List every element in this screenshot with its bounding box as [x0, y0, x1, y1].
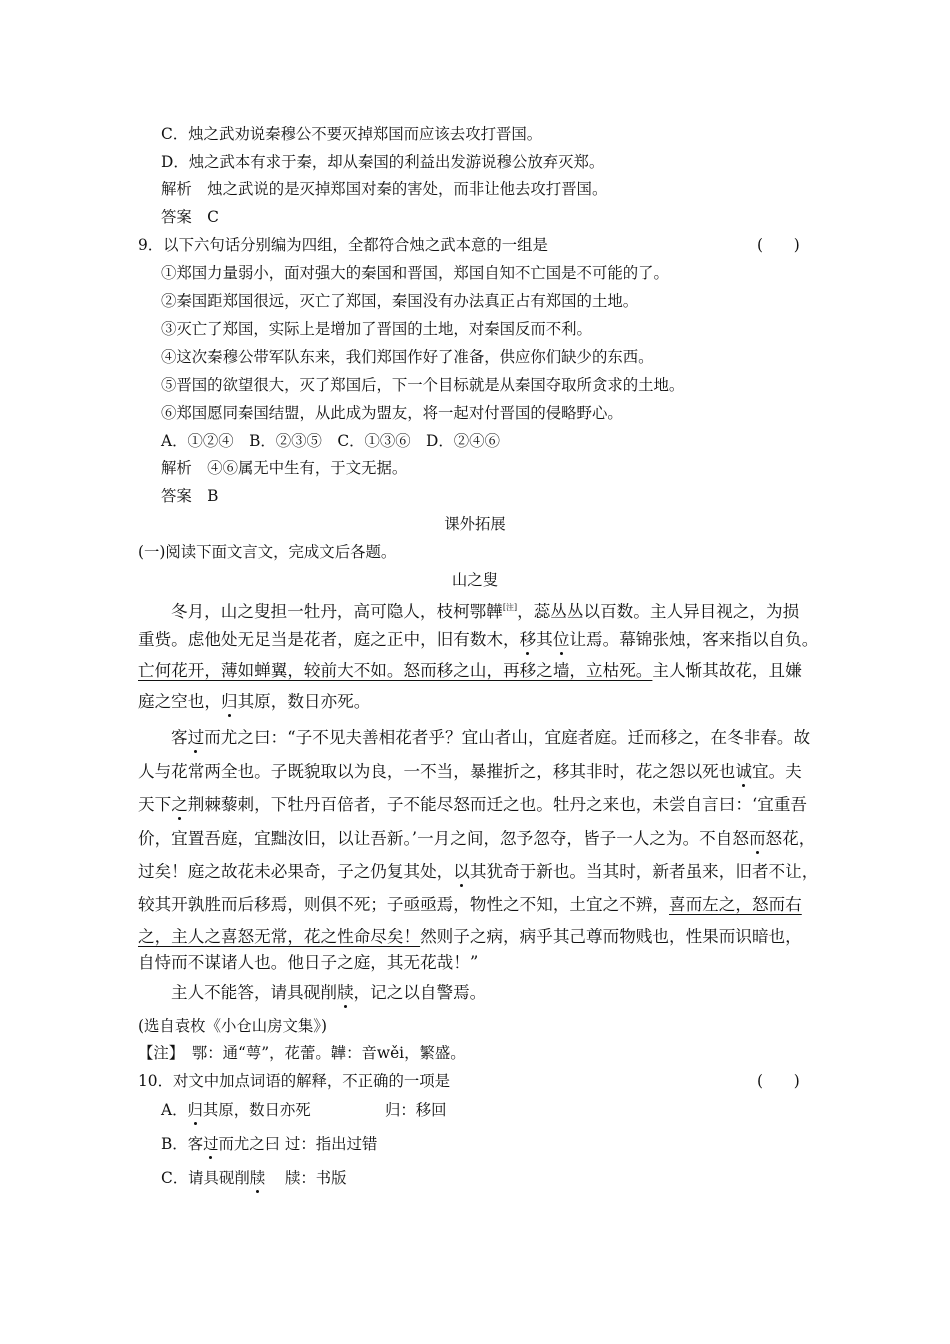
passage-p2-line-1: 客过而尤之曰：“子不见夫善相花者乎？宜山者山，宜庭者庭。迁而移之，在冬非春。故: [171, 728, 811, 747]
q9-options: A．①②④ B．②③⑤ C．①③⑥ D．②④⑥: [161, 432, 500, 450]
q8-analysis: 解析 烛之武说的是灭掉郑国对秦的害处，而非让他去攻打晋国。: [161, 180, 608, 198]
q10-option-b-gloss: 过：指出过错: [285, 1135, 378, 1153]
footnote-marker: [注]: [502, 603, 518, 612]
underlined-sentence: 亡何花开，薄如蝉翼，较前大不如。怒而移之山，再移之墙，立枯死。: [138, 661, 653, 680]
passage-p1-line-1: 冬月，山之叟担一牡丹，高可隐人，枝柯鄂韡[注]，蕊丛丛以百数。主人异目视之，为损: [171, 602, 800, 621]
passage-p1-line-2: 重赀。虑他处无足当是花者，庭之正中，旧有数木，移其位让焉。幕锦张烛，客来指以自负。: [138, 630, 819, 649]
q9-item-1: ①郑国力量弱小，面对强大的秦国和晋国，郑国自知不亡国是不可能的了。: [161, 264, 669, 282]
passage-p1-line-3: 亡何花开，薄如蝉翼，较前大不如。怒而移之山，再移之墙，立枯死。主人惭其故花，且嫌: [138, 661, 802, 680]
q10-option-c-gloss: 牍：书版: [285, 1169, 347, 1187]
passage-p1-line-4: 庭之空也，归其原，数日亦死。: [138, 692, 371, 711]
q9-item-6: ⑥郑国愿同秦国结盟，从此成为盟友，将一起对付晋国的侵略野心。: [161, 404, 623, 422]
q9-item-4: ④这次秦穆公带军队东来，我们郑国作好了准备，供应你们缺少的东西。: [161, 348, 654, 366]
passage-footnote: 【注】 鄂：通“萼”，花蕾。韡：音wěi，繁盛。: [138, 1044, 466, 1062]
q10-stem: 10．对文中加点词语的解释，不正确的一项是: [138, 1072, 451, 1090]
passage-p2-line-8: 自恃而不谋诸人也。他日子之庭，其无花哉！”: [138, 953, 479, 972]
q9-analysis: 解析 ④⑥属无中生有，于文无据。: [161, 459, 408, 477]
dotted-word: 牍: [336, 983, 354, 1002]
q10-option-a-gloss: 归：移回: [385, 1101, 447, 1119]
q10-option-c: C．请具砚削牍: [161, 1169, 266, 1187]
dotted-word: 归: [187, 1101, 203, 1119]
dotted-word: 牍: [249, 1169, 266, 1187]
dotted-word: 诚: [735, 762, 752, 781]
passage-source: (选自袁枚《小仓山房文集》): [138, 1017, 327, 1035]
q9-item-3: ③灭亡了郑国，实际上是增加了晋国的土地，对秦国反而不利。: [161, 320, 592, 338]
passage-p2-line-6: 较其开孰胜而后移焉，则俱不死；子亟亟焉，物性之不知，土宜之不辨，喜而左之，怒而右: [138, 895, 802, 914]
underlined-sentence: 之，主人之喜怒无常，花之性命尽矣！: [138, 927, 421, 946]
q10-option-b: B．客过而尤之曰: [161, 1135, 281, 1153]
q8-option-c: C．烛之武劝说秦穆公不要灭掉郑国而应该去攻打晋国。: [161, 125, 543, 143]
q10-answer-parentheses: ( ): [757, 1072, 800, 1090]
q9-item-5: ⑤晋国的欲望很大，灭了郑国后，下一个目标就是从秦国夺取所贪求的土地。: [161, 376, 685, 394]
dotted-word: 之: [171, 795, 188, 814]
q9-answer-parentheses: ( ): [757, 236, 800, 254]
passage-p2-line-3: 天下之荆棘藜刺，下牡丹百倍者，子不能尽怒而迁之也。牡丹之来也，未尝自言曰：‘宜重吾: [138, 795, 808, 814]
section-title: 课外拓展: [444, 515, 506, 533]
passage-p2-line-2: 人与花常两全也。子既貌取以为良，一不当，暴摧折之，移其非时，花之怨以死也诚宜。夫: [138, 762, 802, 781]
q10-option-a: A．归其原，数日亦死: [161, 1101, 311, 1119]
underlined-sentence: 喜而左之，怒而右: [669, 895, 802, 914]
dotted-word: 位: [552, 630, 570, 649]
q9-item-2: ②秦国距郑国很远，灭亡了郑国，秦国没有办法真正占有郑国的土地。: [161, 292, 639, 310]
dotted-word: 以: [453, 862, 470, 881]
passage-p2-line-4: 价，宜置吾庭，宜黜汝旧，以让吾新。’一月之间，忽予忽夺，皆子一人之为。不自怒而怒花，: [138, 829, 816, 848]
q8-option-d: D．烛之武本有求于秦，却从秦国的利益出发游说穆公放弃灭郑。: [161, 153, 605, 171]
passage-p3-line-1: 主人不能答，请具砚削牍，记之以自警焉。: [171, 983, 487, 1002]
passage-p2-line-5: 过矣！庭之故花未必果奇，子之仍复其处，以其犹奇于新也。当其时，新者虽来，旧者不让，: [138, 862, 819, 881]
passage-title: 山之叟: [451, 571, 499, 589]
dotted-word: 过: [187, 728, 205, 747]
dotted-word: 移: [519, 630, 537, 649]
q9-answer: 答案 B: [161, 487, 219, 505]
dotted-word: 过: [203, 1135, 219, 1153]
dotted-word: 归: [220, 692, 238, 711]
passage-p2-line-7: 之，主人之喜怒无常，花之性命尽矣！然则子之病，病乎其己尊而物贱也，性果而识暗也，: [138, 927, 802, 946]
reading-intro: (一)阅读下面文言文，完成文后各题。: [138, 543, 397, 561]
q9-stem: 9．以下六句话分别编为四组，全都符合烛之武本意的一组是: [138, 236, 548, 254]
q8-answer: 答案 C: [161, 208, 219, 226]
dotted-word: 而: [748, 829, 766, 848]
